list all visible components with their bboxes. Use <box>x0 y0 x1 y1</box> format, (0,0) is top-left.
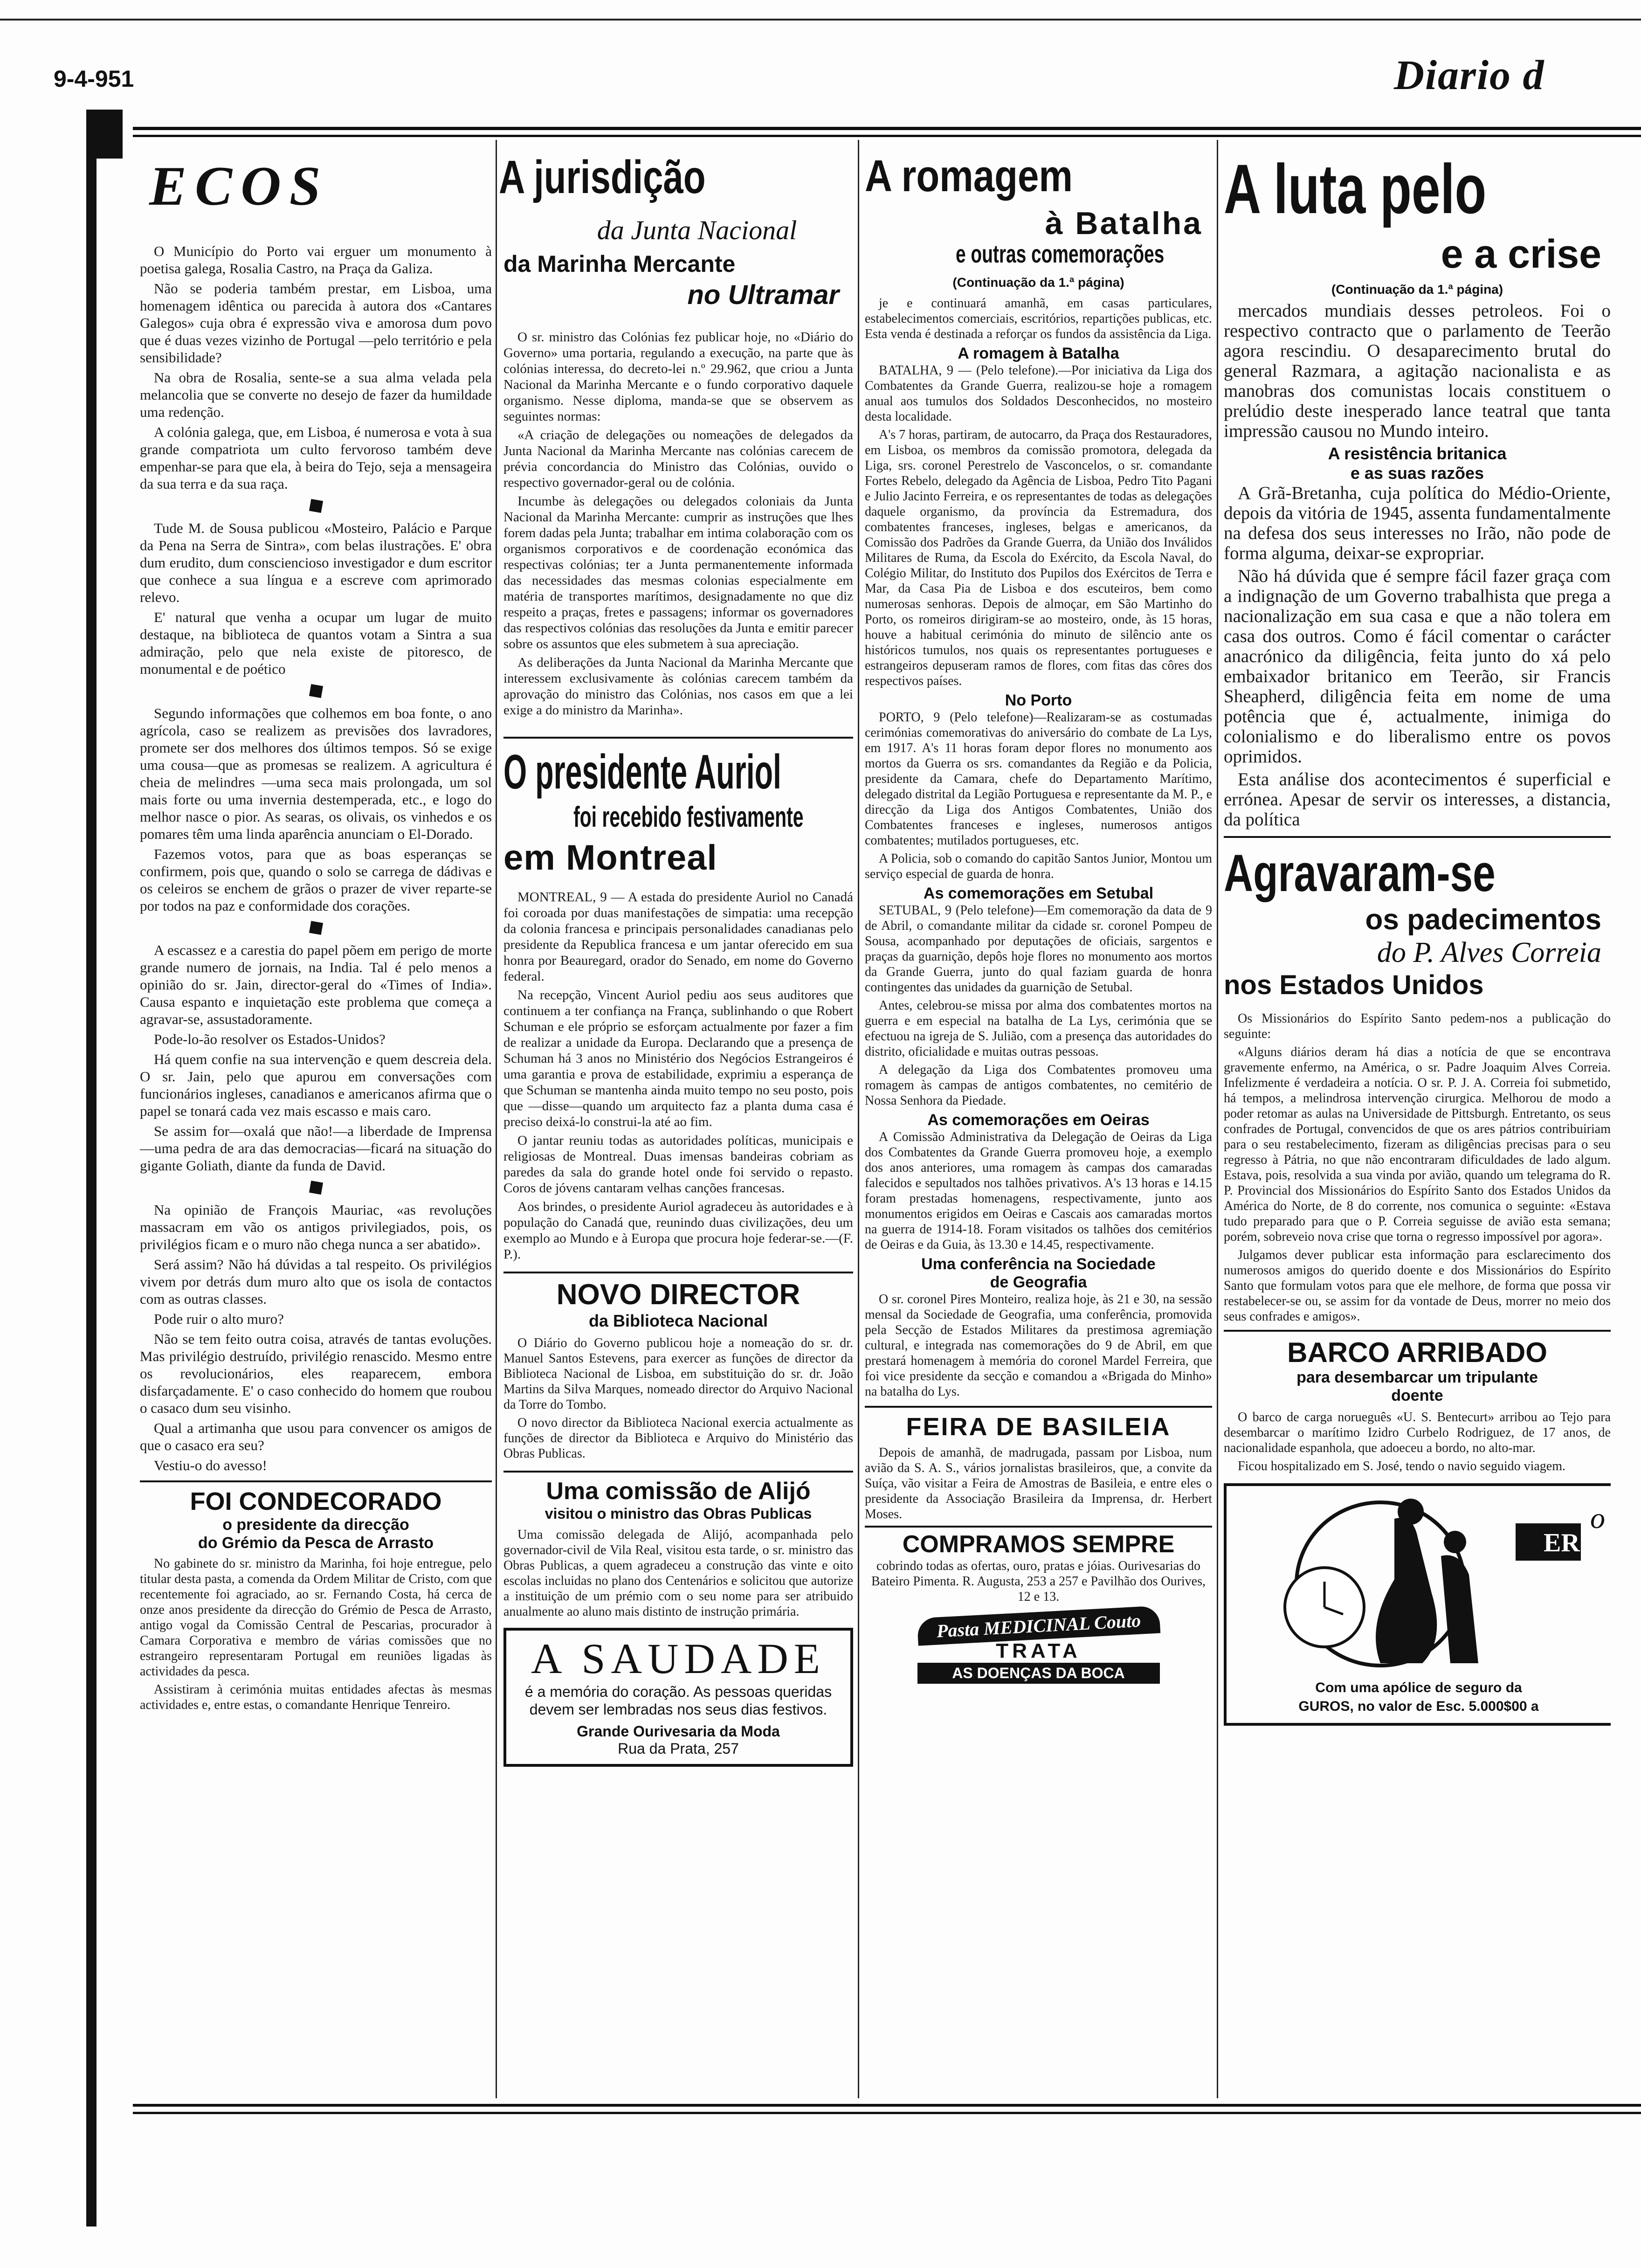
barco-subtitle: doente <box>1391 1387 1443 1404</box>
paragraph: Na recepção, Vincent Auriol pediu aos seus auditores que continuem a ter confiança na França, sublinhando o que Robert Schuman e ele próprio se esforçam actualmente por fazer a fim de realizar a unidade da Europa. Declarando que a presença de Schuman há 3 anos no Ministério dos Negócios Estrangeiros é uma garantia e prova de estabilidade, exprimiu a esperança de que Schuman se mantenha ainda muito tempo no seu posto, pois que —disse—quando um arquitecto faz a planta duma casa é preciso deixá-lo construi-la até ao fim. <box>503 988 853 1129</box>
romagem-subtitle: à Batalha <box>1045 206 1203 241</box>
ecos-column <box>140 154 492 1715</box>
paragraph: A colónia galega, que, em Lisboa, é numerosa e vota à sua grande compatriota um culto fervoroso também deve empenhar-se para que ela, à beira do Tejo, seja a mensageira da sua terra e da sua raça. <box>140 424 492 492</box>
novo-text <box>503 1335 853 1461</box>
left-margin-bar <box>86 110 97 2227</box>
paragraph: Incumbe às delegações ou delegados coloniais da Junta Nacional da Marinha Mercante: cumprir as instruções que lhes forem dadas pela Junta; trabalhar em intima colaboração com os organismos corporativos e de coordenação económica das respectivas colónias; ter a Junta permanentemente informada das necessidades das mesmas colonias especialmente em matéria de transportes marítimos, designadamente no que diz respeito a praças, fretes e passagens; informar os governadores das respectivos colónias das resoluções da Junta e emitir parecer sobre os assuntos que eles submetem à sua apreciação. <box>503 494 853 651</box>
auriol-subtitle: em Montreal <box>503 838 717 878</box>
paragraph: E' natural que venha a ocupar um lugar de muito destaque, na biblioteca de quantos votam a Sintra a sua admiração, pelo que nela existe de pitoresco, de monumental e de poético <box>140 609 492 677</box>
paragraph: Julgamos dever publicar esta informação para esclarecimento dos numerosos amigos do querido doente e dos Missionários do Espírito Santo que formulam votos para que ele melhore, de forma que possa vir restabelecer-se ou, se assim for da vontade de Deus, morrer no meio dos seus confrades e amigos». <box>1224 1248 1611 1324</box>
section-head: As comemorações em Oeiras <box>927 1111 1150 1129</box>
saudade-ad-shop: Grande Ourivesaria da Moda <box>577 1723 780 1740</box>
porto-text <box>865 710 1212 882</box>
novo-title: NOVO DIRECTOR <box>556 1279 800 1311</box>
jurisdicao-subtitle: da Marinha Mercante <box>503 251 736 277</box>
paragraph: Não há dúvida que é sempre fácil fazer graça com a indignação de um Governo trabalhista que prega a nacionalização em sua casa e que a não tolera em casa dos outros. Como é fácil comentar o carácter anacrónico da diligência, feita junto do xá pelo embaixador britanico em Teerão, sir Francis Sheapherd, diligência feita em nome de uma potência que é, actualmente, inimiga do colonialismo e do liberalismo entre os povos oprimidos. <box>1224 566 1611 767</box>
agravaram-text <box>1224 1011 1611 1324</box>
pasta-ad-sub: AS DOENÇAS DA BOCA <box>917 1663 1160 1684</box>
separator-mark <box>309 499 323 513</box>
agravaram-subtitle: do P. Alves Correia <box>1377 937 1601 968</box>
paragraph: Não se poderia também prestar, em Lisboa, uma homenagem idêntica ou parecida à autora dos «Cantares Galegos» cuja obra é expressão viva e amorosa dum povo que é duas vezes vizinho de Portugal —pelo território e pela sensibilidade? <box>140 280 492 366</box>
paragraph: Antes, celebrou-se missa por alma dos combatentes mortos na guerra e em especial na batalha de La Lys, cerimónia que se efectuou na igreja de S. Julião, com a presença das autoridades do distrito, oficialidade e muitas outras pessoas. <box>865 998 1212 1059</box>
separator-mark <box>309 1181 323 1195</box>
jurisdicao-subtitle: no Ultramar <box>687 280 839 310</box>
saudade-ad-title: A SAUDADE <box>531 1635 826 1682</box>
paragraph: Segundo informações que colhemos em boa fonte, o ano agrícola, caso se realizem as previsões dos lavradores, promete ser dos melhores dos últimos tempos. Só se exige uma cousa—que as promesas se realizem. A agricultura é cheia de melindres —uma seca mais prolongada, um sol mais forte ou uma invernia destemperada, etc., e logo do melhor nasce o pior. As searas, os olivais, os vinhedos e os pomares têm uma linda aparência anunciam o El-Dorado. <box>140 705 492 842</box>
jurisdicao-column <box>499 151 853 1767</box>
dancers-illustration <box>1227 1486 1611 1677</box>
luta-text-1 <box>1224 301 1611 441</box>
barco-article <box>1224 1330 1611 1474</box>
masthead: Diario d <box>1394 52 1545 98</box>
jurisdicao-title: A jurisdição <box>499 151 706 203</box>
paragraph: O sr. ministro das Colónias fez publicar hoje, no «Diário do Governo» uma portaria, regulando a execução, na parte que às colónias interessa, do decreto-lei n.º 29.962, que criou a Junta Nacional da Marinha Mercante e o fundo corporativo daquele organismo. Nesse diploma, manda-se que se observem as seguintes normas: <box>503 330 853 424</box>
alijo-title: Uma comissão de Alijó <box>546 1478 811 1505</box>
section-head: A resistência britanica <box>1328 444 1507 463</box>
paragraph: Vestiu-o do avesso! <box>154 1457 267 1473</box>
ecos-text-3 <box>140 705 492 914</box>
column-rule <box>858 140 859 2098</box>
jurisdicao-text <box>503 329 853 718</box>
paragraph: Pode-lo-ão resolver os Estados-Unidos? <box>154 1031 386 1047</box>
oeiras-text <box>865 1129 1212 1252</box>
agravaram-title: Agravaram-se <box>1224 844 1496 902</box>
foi-subtitle: do Grémio da Pesca de Arrasto <box>198 1534 434 1552</box>
paragraph: A's 7 horas, partiram, de autocarro, da Praça dos Restauradores, em Lisboa, os membros da comissão promotora, delegada da Liga, srs. coronel Perestrelo de Vasconcelos, o sr. comandante Fortes Rebelo, delegado da Agência de Lisboa, Pedro Tito Pagani e Julio Jacinto Ferreira, e os representantes de todas as delegações daquele organismo, da província da Estremadura, dos combatentes franceses, ingleses, belgas e americanos, da Comissão dos Padrões da Grande Guerra, da União dos Inválidos Militares de Ruma, da Escola do Exército, da Escola Naval, do Colégio Militar, do Instituto dos Pupilos dos Exércitos de Terra e Mar, da Casa Pia de Lisboa e dos escuteiros, bem como numerosas senhoras. Depois de almoçar, em São Martinho do Porto, os romeiros dirigiram-se ao mosteiro, onde, às 15 horas, houve a habitual cerimónia do minuto de silêncio ante os históricos tumulos, nos quais os representantes portugueses e estrangeiros depuseram ramos de flores, com fitas das côres dos respectivos países. <box>865 428 1212 688</box>
feira-text <box>865 1445 1212 1522</box>
separator-mark <box>309 921 323 935</box>
issue-date: 9-4-951 <box>54 66 134 92</box>
header-double-rule <box>133 127 1641 137</box>
section-head: As comemorações em Setubal <box>923 885 1154 902</box>
ecos-text-5 <box>140 1201 492 1474</box>
auriol-text <box>503 889 853 1262</box>
romagem-title: A romagem <box>865 151 1073 201</box>
alijo-article <box>503 1471 853 1619</box>
paragraph: Se assim for—oxalá que não!—a liberdade de Imprensa—uma pedra de ara das democracias—ficará na situação do gigante Goliath, diante da funda de David. <box>140 1123 492 1174</box>
auriol-subtitle: foi recebido festivamente <box>573 801 804 833</box>
saudade-ad-text: é a memória do coração. As pessoas queridas devem ser lembradas nos seus dias festivos. <box>524 1683 832 1718</box>
paragraph: PORTO, 9 (Pelo telefone)—Realizaram-se as costumadas cerimónias comemorativas do aniversário do combate de La Lys, em 1917. A's 11 horas foram depor flores no monumento aos mortos da Guerra os srs. comandantes da Região e da Policia, presidente da Camara, chefe do Departamento Marítimo, delegado distrital da Legião Portuguesa e representante da M. P., e direcção da Liga dos Antigos Combatentes, União dos Combatentes franceses e ingleses, numerosos antigos combatentes; mutilados portugueses, etc. <box>865 710 1212 848</box>
luta-column <box>1224 150 1611 1726</box>
paragraph: «A criação de delegações ou nomeações de delegados da Junta Nacional da Marinha Mercante nas colónias carecem de prévia concordancia do Ministro das Colónias, ouvido o respectivo governador-geral ou de colónia. <box>503 428 853 490</box>
alijo-subtitle: visitou o ministro das Obras Publicas <box>545 1505 812 1522</box>
foi-title: FOI CONDECORADO <box>190 1487 442 1515</box>
conf-text <box>865 1292 1212 1399</box>
paragraph: Fazemos votos, para que as boas esperanças se confirmem, pois que, quando o solo se carrega de dádivas e os celeiros se enchem de grãos o prazer de viver reparte-se por todos na paz e conformidade dos corações. <box>140 846 492 914</box>
paragraph: Uma comissão delegada de Alijó, acompanhada pelo governador-civil de Vila Real, visitou esta tarde, o sr. ministro das Obras Publicas, a quem agradeceu a construção das vinte e oito escolas incluidas no plano dos Centenários e solicitou que autorize a instituição de um prémio com o seu nome para ser atribuido anualmente ao aluno mais distinto de instrução primária. <box>503 1528 853 1619</box>
top-rule <box>0 19 1641 21</box>
auriol-title: O presidente Auriol <box>503 745 781 799</box>
seguro-ad <box>1224 1483 1611 1726</box>
pasta-ad-trata: TRATA <box>996 1639 1081 1662</box>
pasta-ad-brand: Pasta MEDICINAL Couto <box>917 1605 1160 1646</box>
paragraph: «Alguns diários deram há dias a notícia de que se encontrava gravemente enfermo, na América, o sr. Padre Joaquim Alves Correia. Infelizmente é verdadeira a notícia. O sr. P. J. A. Correia foi submetido, há tempos, a melindrosa intervenção cirurgica. Melhorou de modo a poder retomar as aulas na Universidade de Pittsburgh. Entretanto, os seus confrades de Portugal, convencidos de que os ares pátrios contribuiriam para o seu restabelecimento, fizeram as diligências precisas para o seu regresso à Pátria, no que não encontraram dificuldades de lado algum. Estava, pois, resolvida a sua vinda por avião, quando um telegrama do R. P. Provincial dos Missionários do Espírito Santo dos Estados Unidos da América do Norte, de 8 do corrente, nos comunica o seguinte: «Estava tudo preparado para que o P. Correia seguisse de avião esta semana; porém, sobreveio nova crise que torna o regresso impossível por agora». <box>1224 1045 1611 1244</box>
romagem-column <box>865 151 1212 1684</box>
agravaram-article <box>1224 836 1611 1324</box>
alijo-text <box>503 1527 853 1619</box>
paragraph: A Grã-Bretanha, cuja política do Médio-Oriente, depois da vitória de 1945, assenta fundamentalmente na defesa dos seus interesses no Irão, não pode de forma alguma, deixar-se expropriar. <box>1224 483 1611 563</box>
continuation-note: (Continuação da 1.ª página) <box>1331 282 1503 297</box>
paragraph: As deliberações da Junta Nacional da Marinha Mercante que interessem exclusivamente às colónias carecem também da aprovação do ministro das Colónias, nos casos em que a lei exige a do ministro da Marinha». <box>503 655 853 718</box>
continuation-note: (Continuação da 1.ª página) <box>952 275 1124 290</box>
paragraph: Esta análise dos acontecimentos é superficial e errónea. Apesar de servir os interesses, a distancia, da política <box>1224 769 1611 830</box>
pasta-medicinal-ad <box>917 1612 1160 1684</box>
paragraph: Há quem confie na sua intervenção e quem descreia dela. O sr. Jain, pelo que apurou em conversações com funcionários ingleses, canadianos e americanos afirma que o papel se tonará cada vez mais escasso e mais caro. <box>140 1051 492 1119</box>
column-rule <box>1217 140 1218 2098</box>
luta-text-2 <box>1224 483 1611 830</box>
footer-double-rule <box>133 2104 1641 2114</box>
agravaram-subtitle: os padecimentos <box>1365 904 1601 936</box>
section-head: No Porto <box>1005 691 1072 709</box>
setubal-text <box>865 903 1212 1108</box>
foi-condecorado-article <box>140 1480 492 1713</box>
paragraph: O jantar reuniu todas as autoridades políticas, municipais e religiosas de Montreal. Duas imensas bandeiras cobriam as paredes da sala do grande hotel onde foi servido o repasto. Coros de jóvens cantaram velhas canções francesas. <box>503 1133 853 1196</box>
compramos-text: cobrindo todas as ofertas, ouro, pratas e jóias. Ourivesarias do Bateiro Pimenta. R. Augusta, 253 a 257 e Pavilhão dos Ourives, 12 e 13. <box>871 1559 1206 1604</box>
paragraph: O sr. coronel Pires Monteiro, realiza hoje, às 21 e 30, na sessão mensal da Sociedade de Geografia, uma conferência, promovida pela Secção de Estados Militares da prestimosa agremiação cultural, e integrada nas comemorações do 9 de Abril, em que prestará homenagem à memória do coronel Mardel Ferreira, que foi vice presidente da secção e comandou a «Brigada do Minho» na batalha do Lys. <box>865 1292 1212 1399</box>
compramos-ad <box>865 1526 1212 1604</box>
feira-title: FEIRA DE BASILEIA <box>906 1413 1171 1441</box>
section-head: Uma conferência na Sociedade <box>921 1255 1156 1273</box>
paragraph: Depois de amanhã, de madrugada, passam por Lisboa, num avião da S. A. S., vários jornalistas brasileiros, que, a convite da Suíça, vão visitar a Feira de Amostras de Basileia, e entre eles o presidente da Associação Brasileira da Imprensa, dr. Herbert Moses. <box>865 1445 1212 1521</box>
section-head: A romagem à Batalha <box>958 345 1119 362</box>
ecos-title: ECOS <box>149 155 329 217</box>
paragraph: O barco de carga norueguês «U. S. Bentecurt» arribou ao Tejo para desembarcar o marítimo Izidro Curbelo Rodriguez, de 17 anos, de nacionalidade espanhola, que adoeceu a bordo, no alto-mar. <box>1224 1410 1611 1455</box>
saudade-ad <box>503 1628 853 1767</box>
auriol-article <box>503 737 853 1262</box>
paragraph: No gabinete do sr. ministro da Marinha, foi hoje entregue, pelo titular desta pasta, a comenda da Ordem Militar de Cristo, com que recentemente foi agraciado, ao sr. Fernando Costa, há cerca de onze anos presidente da direcção do Grémio de Pesca de Arrasto, antigo vogal da Comissão Central de Pescarias, procurador à Camara Corporativa e membro de várias comissões que no estrangeiro representaram Portugal em reuniões ligadas às actividades da pesca. <box>140 1556 492 1679</box>
separator-mark <box>309 684 323 698</box>
paragraph: A escassez e a carestia do papel põem em perigo de morte grande numero de jornais, na India. Tal é pelo menos a opinião do sr. Jain, director-geral do «Times of India». Causa espanto e inquietação este problema que começa a agravar-se, assustadoramente. <box>140 942 492 1027</box>
novo-director-article <box>503 1272 853 1461</box>
svg-text:o: o <box>1590 1501 1605 1535</box>
paragraph: SETUBAL, 9 (Pelo telefone)—Em comemoração da data de 9 de Abril, o comandante militar da cidade sr. coronel Pompeu de Sousa, acompanhado por deputações de oficiais, sargentos e praças da guarnição, depôs hoje flores no monumento aos mortos da Grande Guerra, junto do qual faziam guarda de honra contingentes das unidades da guarnição de Setubal. <box>865 903 1212 995</box>
paragraph: Aos brindes, o presidente Auriol agradeceu às autoridades e à população do Canadá que, reunindo duas civilizações, deu um exemplo ao Mundo e à Europa que procura hoje federar-se.—(F. P.). <box>503 1199 853 1262</box>
paragraph: Qual a artimanha que usou para convencer os amigos de que o casaco era seu? <box>140 1420 492 1453</box>
paragraph: Pode ruir o alto muro? <box>154 1311 284 1327</box>
romagem-subtitle: e outras comemorações <box>956 240 1165 268</box>
foi-subtitle: o presidente da direcção <box>222 1516 409 1534</box>
batalha-text <box>865 363 1212 689</box>
paragraph: O Município do Porto vai erguer um monumento à poetisa galega, Rosalia Castro, na Praça da Galiza. <box>140 243 492 277</box>
paragraph: Ficou hospitalizado em S. José, tendo o navio seguido viagem. <box>1238 1459 1566 1473</box>
barco-text <box>1224 1410 1611 1474</box>
paragraph: Assistiram à cerimónia muitas entidades afectas às mesmas actividades e, entre estas, o comandante Henrique Tenreiro. <box>140 1682 492 1712</box>
foi-text <box>140 1556 492 1713</box>
paragraph: Na obra de Rosalia, sente-se a sua alma velada pela melancolia que se converte no desejo de fazer da humildade uma redenção. <box>140 369 492 420</box>
section-head: de Geografia <box>990 1273 1087 1291</box>
paragraph: A delegação da Liga dos Combatentes promoveu uma romagem às campas de antigos combatentes, no cemitério de Nossa Senhora da Piedade. <box>865 1063 1212 1108</box>
paragraph: BATALHA, 9 — (Pelo telefone).—Por iniciativa da Liga dos Combatentes da Grande Guerra, realizou-se hoje a romagem anual aos tumulos dos Soldados Desconhecidos, no mosteiro desta localidade. <box>865 363 1212 424</box>
paragraph: Os Missionários do Espírito Santo pedem-nos a publicação do seguinte: <box>1224 1011 1611 1041</box>
seguro-ad-line1: Com uma apólice de seguro da <box>1315 1680 1522 1695</box>
column-rule <box>496 140 497 2098</box>
jurisdicao-subtitle: da Junta Nacional <box>597 215 797 245</box>
barco-title: BARCO ARRIBADO <box>1287 1337 1547 1368</box>
romagem-text <box>865 296 1212 342</box>
paragraph: A Comissão Administrativa da Delegação de Oeiras da Liga dos Combatentes da Grande Guerra promoveu hoje, a exemplo dos anos anteriores, uma romagem às campas dos camaradas falecidos e sepultados nos talhões privativos. A's 13 horas e 14.15 foram prestadas homenagens, respectivamente, junto aos monumentos erigidos em Oeiras e Cascais aos camaradas mortos na guerra de 1914-18. Foram visitados os talhões dos cemitérios de Oeiras e da Guia, às 13.30 e 14.45, respectivamente. <box>865 1130 1212 1252</box>
paragraph: mercados mundiais desses petroleos. Foi o respectivo contracto que o parlamento de Teerão agora rescindiu. O desaparecimento brutal do general Razmara, a agitação nacionalista e as manobras dos comunistas locais constituem o prelúdio deste inesperado lance teatral que tanta impressão causou no Mundo inteiro. <box>1224 301 1611 441</box>
paragraph: Será assim? Não há dúvidas a tal respeito. Os privilégios vivem por detrás dum muro alto que os isola de contactos com as outras classes. <box>140 1256 492 1307</box>
paragraph: Não se tem feito outra coisa, através de tantas evoluções. Mas privilégio destruído, privilégio renascido. Mesmo entre os revolucionários, eles reaparecem, embora disfarçadamente. E' o caso conhecido do homem que roubou o casaco dum seu visinho. <box>140 1331 492 1416</box>
ecos-text-4 <box>140 941 492 1174</box>
ecos-text-1 <box>140 242 492 492</box>
compramos-title: COMPRAMOS SEMPRE <box>902 1531 1175 1558</box>
paragraph: A Policia, sob o comando do capitão Santos Junior, Montou um serviço especial de guarda de honra. <box>865 851 1212 881</box>
paragraph: je e continuará amanhã, em casas particulares, estabelecimentos comerciais, escritórios, repartições publicas, etc. Esta venda é destinada a reforçar os fundos da assistência da Liga. <box>865 296 1212 341</box>
svg-text:ER: ER <box>1544 1528 1580 1557</box>
paragraph: O novo director da Biblioteca Nacional exercia actualmente as funções de director da Biblioteca e Arquivo do Ministério das Obras Publicas. <box>503 1416 853 1461</box>
barco-subtitle: para desembarcar um tripulante <box>1296 1369 1538 1386</box>
paragraph: Tude M. de Sousa publicou «Mosteiro, Palácio e Parque da Pena na Serra de Sintra», com belas ilustrações. E' obra dum erudito, dum consciencioso investigador e dum escritor que conhece a sua língua e a escreve com aprimorado relevo. <box>140 520 492 605</box>
saudade-ad-address: Rua da Prata, 257 <box>618 1740 739 1757</box>
seguro-ad-line2: GUROS, no valor de Esc. 5.000$00 a <box>1298 1699 1539 1714</box>
paragraph: O Diário do Governo publicou hoje a nomeação do sr. dr. Manuel Santos Estevens, para exercer as funções de director da Biblioteca Nacional de Lisboa, em substituição do sr. dr. João Martins da Silva Marques, nomeado director do Arquivo Nacional da Torre do Tombo. <box>503 1336 853 1412</box>
novo-subtitle: da Biblioteca Nacional <box>588 1311 768 1330</box>
paragraph: MONTREAL, 9 — A estada do presidente Auriol no Canadá foi coroada por duas manifestações de simpatia: uma recepção da colonia francesa e principais personalidades canadianas pelo presidente da Republica francesa e um jantar oferecido em sua honra por Beauregard, orador do Senado, em nome do Governo federal. <box>503 890 853 984</box>
luta-subtitle: e a crise <box>1441 232 1601 277</box>
luta-title: A luta pelo <box>1224 150 1487 228</box>
paragraph: Na opinião de François Mauriac, «as revoluções massacram em vão os antigos privilegiados, pois, os privilégios ficam e o muro não chega nunca a ser abatido». <box>140 1202 492 1252</box>
section-head: e as suas razões <box>1350 463 1484 483</box>
feira-article <box>865 1406 1212 1522</box>
agravaram-subtitle: nos Estados Unidos <box>1224 970 1484 1000</box>
ecos-text-2 <box>140 519 492 678</box>
